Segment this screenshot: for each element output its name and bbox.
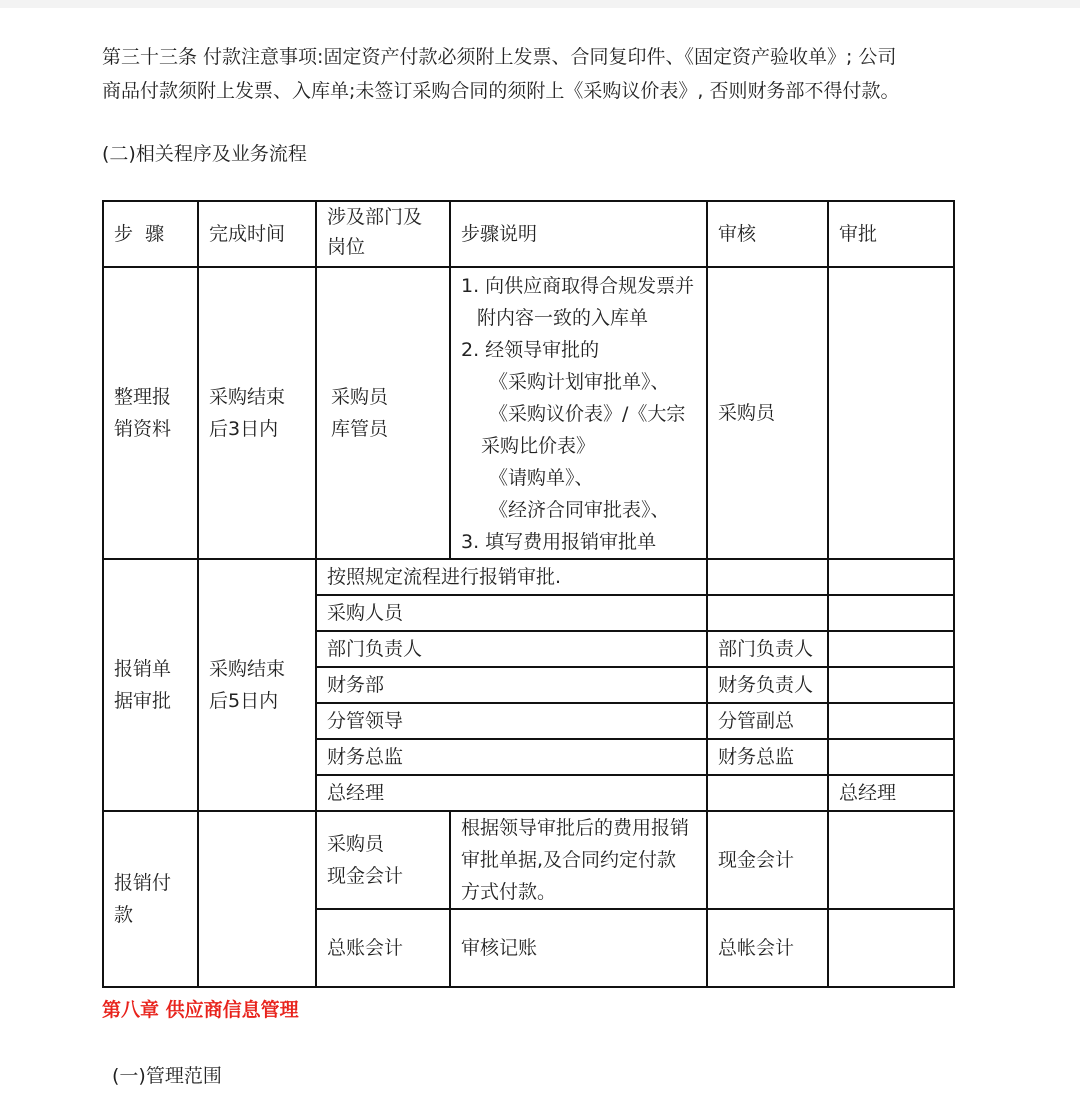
- article-33-paragraph: [102, 40, 962, 108]
- approve-cell: [828, 667, 954, 703]
- header-step: 步 骤: [103, 201, 198, 267]
- list-item: 3. 填写费用报销审批单: [461, 531, 657, 553]
- table-row: [103, 267, 954, 559]
- review-cell: [707, 559, 828, 595]
- step-cell: 报销单 据审批: [103, 559, 198, 811]
- desc-cell: 财务总监: [316, 739, 707, 775]
- header-dept: 涉及部门及 岗位: [316, 201, 450, 267]
- desc-cell: 根据领导审批后的费用报销 审批单据,及合同约定付款 方式付款。: [450, 811, 707, 909]
- desc-cell: 财务部: [316, 667, 707, 703]
- table-row: [103, 559, 954, 595]
- approve-cell: [828, 267, 954, 559]
- review-cell: [707, 775, 828, 811]
- header-review: 审核: [707, 201, 828, 267]
- chapter-title: 第八章 供应商信息管理: [102, 999, 299, 1021]
- header-time: 完成时间: [198, 201, 316, 267]
- time-cell: 采购结束 后5日内: [198, 559, 316, 811]
- approve-cell: [828, 559, 954, 595]
- desc-cell: 审核记账: [450, 909, 707, 987]
- approve-cell: [828, 595, 954, 631]
- subsection-title: (一)管理范围: [112, 1065, 222, 1087]
- review-cell: 财务总监: [707, 739, 828, 775]
- list-item: 《经济合同审批表》、: [489, 499, 670, 521]
- process-table: [102, 200, 955, 988]
- approve-cell: [828, 631, 954, 667]
- section-title: (二)相关程序及业务流程: [102, 143, 307, 165]
- desc-cell: 采购人员: [316, 595, 707, 631]
- table-row: [103, 811, 954, 909]
- review-cell: 采购员: [707, 267, 828, 559]
- list-item: 1. 向供应商取得合规发票并: [461, 275, 695, 297]
- review-cell: 现金会计: [707, 811, 828, 909]
- review-cell: 财务负责人: [707, 667, 828, 703]
- step-cell: 报销付 款: [103, 811, 198, 987]
- approve-cell: 总经理: [828, 775, 954, 811]
- approve-cell: [828, 703, 954, 739]
- dept-cell: 总账会计: [316, 909, 450, 987]
- top-bar: [0, 0, 1080, 8]
- review-cell: 部门负责人: [707, 631, 828, 667]
- review-cell: 分管副总: [707, 703, 828, 739]
- desc-cell: 按照规定流程进行报销审批.: [316, 559, 707, 595]
- review-cell: 总帐会计: [707, 909, 828, 987]
- paragraph-line: 商品付款须附上发票、入库单;未签订采购合同的须附上《采购议价表》, 否则财务部不得付款。: [102, 80, 900, 102]
- approve-cell: [828, 909, 954, 987]
- list-item: 附内容一致的入库单: [477, 307, 649, 329]
- header-desc: 步骤说明: [450, 201, 707, 267]
- desc-cell: 总经理: [316, 775, 707, 811]
- dept-cell: 采购员 现金会计: [316, 811, 450, 909]
- desc-cell: [450, 267, 707, 559]
- approve-cell: [828, 811, 954, 909]
- list-item: 《请购单》、: [489, 467, 594, 489]
- paragraph-line: 第三十三条 付款注意事项:固定资产付款必须附上发票、合同复印件、《固定资产验收单》; 公司: [102, 46, 897, 68]
- time-cell: [198, 811, 316, 987]
- list-item: 《采购议价表》/《大宗: [489, 403, 686, 425]
- list-item: 《采购计划审批单》、: [489, 371, 670, 393]
- dept-cell: 采购员 库管员: [316, 267, 450, 559]
- desc-cell: 部门负责人: [316, 631, 707, 667]
- desc-cell: 分管领导: [316, 703, 707, 739]
- time-cell: 采购结束 后3日内: [198, 267, 316, 559]
- table-header-row: [103, 201, 954, 267]
- header-approve: 审批: [828, 201, 954, 267]
- review-cell: [707, 595, 828, 631]
- approve-cell: [828, 739, 954, 775]
- list-item: 2. 经领导审批的: [461, 339, 600, 361]
- list-item: 采购比价表》: [481, 435, 596, 457]
- step-cell: 整理报 销资料: [103, 267, 198, 559]
